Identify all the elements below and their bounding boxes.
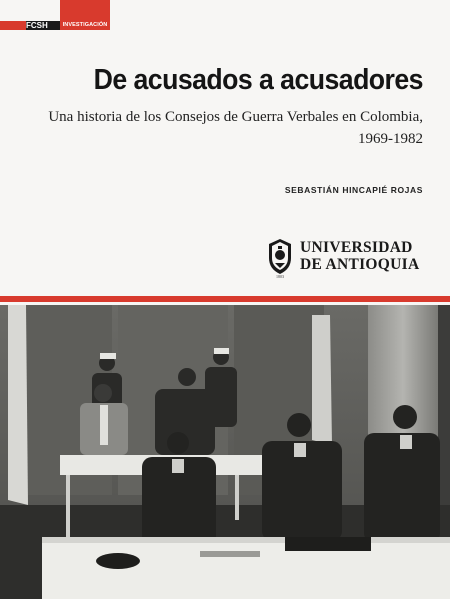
series-faculty-label: FCSH	[0, 21, 60, 30]
series-accent-strip	[0, 21, 26, 30]
series-collection-label: INVESTIGACIÓN	[60, 21, 110, 30]
book-title: De acusados a acusadores	[93, 64, 423, 96]
university-seal-icon	[266, 238, 294, 276]
publisher-logo	[266, 238, 426, 284]
author-name: SEBASTIÁN HINCAPIÉ ROJAS	[284, 185, 423, 195]
publisher-name-line-2: DE ANTIOQUIA	[300, 256, 420, 273]
series-color-block	[60, 0, 110, 21]
subtitle-line-2: 1969-1982	[358, 131, 423, 147]
subtitle-line-1: Una historia de los Consejos de Guerra Verbales en Colombia,	[48, 109, 423, 125]
book-subtitle	[43, 106, 423, 150]
cover-photograph	[0, 305, 450, 599]
seal-year: 1803	[276, 274, 284, 279]
accent-divider	[0, 296, 450, 302]
publisher-name-line-1: UNIVERSIDAD	[300, 239, 413, 256]
